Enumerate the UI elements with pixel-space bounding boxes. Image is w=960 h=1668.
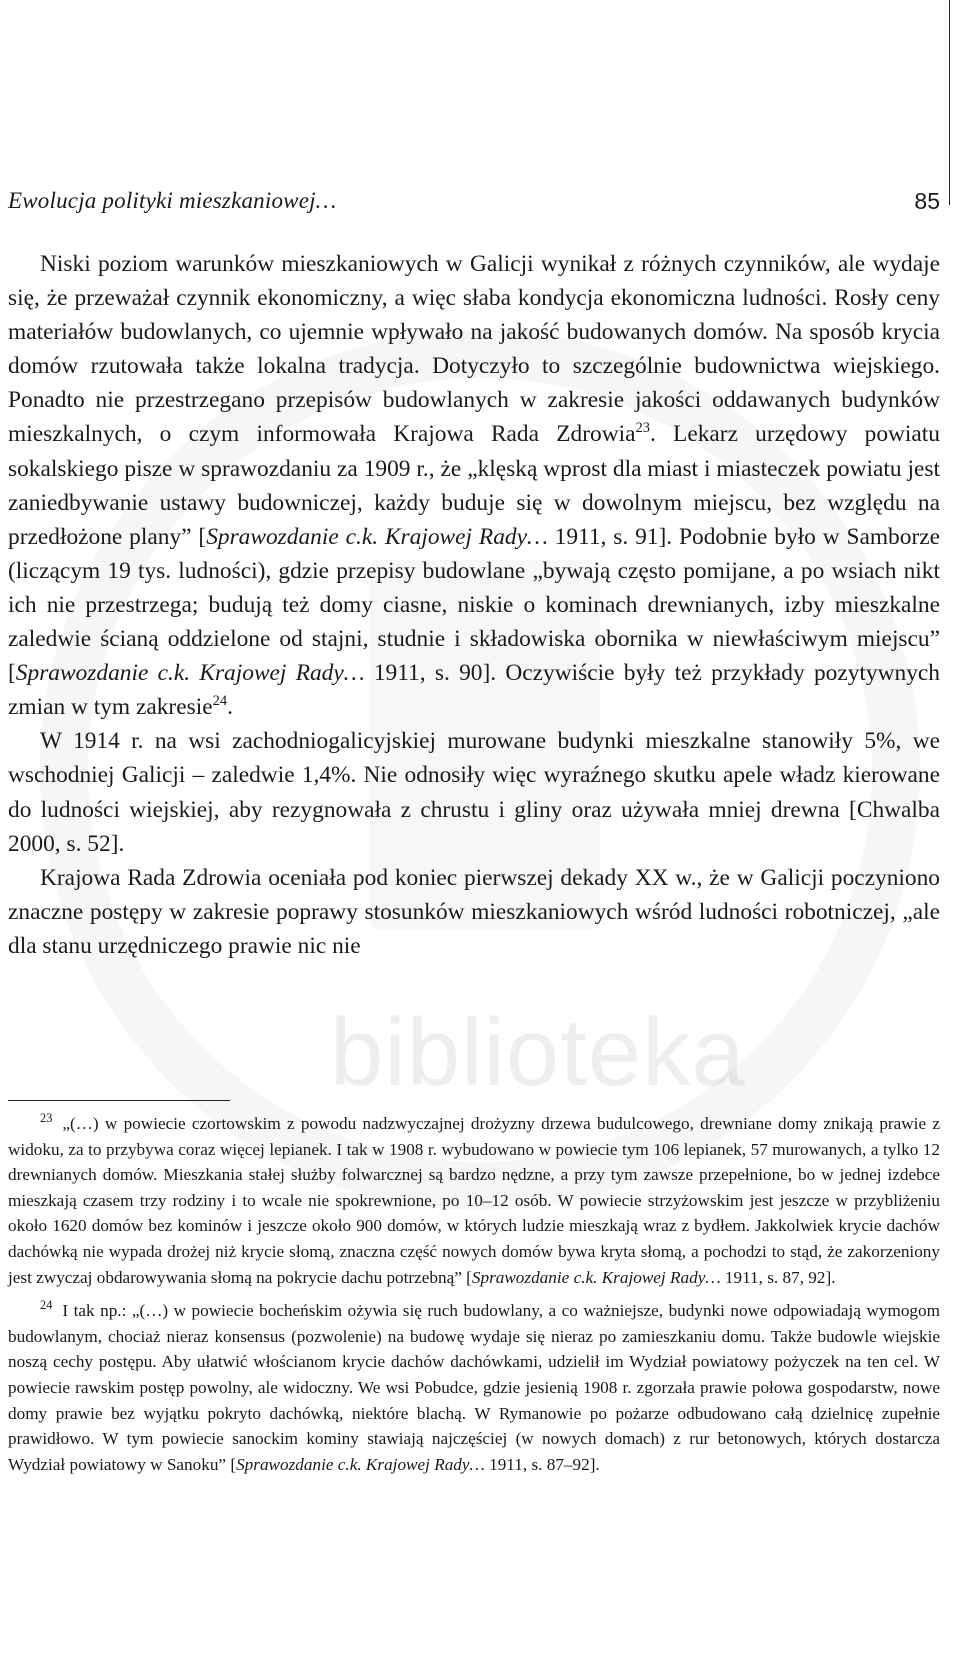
- footnote-tail: 1911, s. 87, 92].: [720, 1267, 836, 1287]
- paragraph-1-text-d: 1911, s. 90]. Oczywiście były też przykłady pozytywnych zmian w tym zakresie: [8, 660, 940, 721]
- footnote-ref-23[interactable]: 23: [635, 420, 650, 437]
- paragraph-1: [8, 247, 940, 724]
- footnote-number: 24: [40, 1298, 53, 1313]
- footnote-ref-24[interactable]: 24: [212, 693, 228, 710]
- paragraph-1-text-c: 1911, s. 91]. Podobnie było w Samborze (liczącym 19 tys. ludności), gdzie przepisy budowlane „bywają często pomijane, a po wsiach nikt ich nie przestrzega; budują też domy ciasne, niskie o kominach drewnianych, izby mieszkalne zaledwie ścianą oddzielone od stajni, studnie i składowiska obornika w niewłaściwym miejscu” [: [8, 523, 940, 687]
- running-head: [8, 188, 940, 224]
- footnotes: [8, 1111, 940, 1477]
- citation-title: Sprawozdanie c.k. Krajowej Rady…: [206, 523, 548, 550]
- body-text: [8, 247, 940, 963]
- footnote-separator: [8, 1100, 230, 1101]
- footnote-text: I tak np.: „(…) w powiecie bocheńskim ożywia się ruch budowlany, a co ważniejsze, budynki nowe odpowiadają wymogom budowlanym, chociaż nieraz konsensus (pozwolenie) na budowę wydaje się nieraz po zamieszkaniu domu. Także budowle wiejskie noszą cechy postępu. Aby ułatwić włościanom krycie dachów dachówkami, udzielił im Wydział powiatowy pożyczek na ten cel. W powiecie rawskim postęp powolny, ale widoczny. We wsi Pobudce, gdzie jesienią 1908 r. zgorzała prawie połowa gospodarstw, nowe domy prawie bez wyjątku pokryto dachówką, niektóre blachą. W Rymanowie po pożarze odbudowano całą dzielnicę zupełnie prawidłowo. W tym powiecie sanockim kominy stawiają najczęściej (w nowych domach) z rur betonowych, których dostarcza Wydział powiatowy w Sanoku” [: [8, 1301, 940, 1474]
- footnote-24: [8, 1298, 940, 1477]
- paragraph-3: Krajowa Rada Zdrowia oceniała pod koniec pierwszej dekady XX w., że w Galicji poczyniono znaczne postępy w zakresie poprawy stosunków mieszkaniowych wśród ludności robotniczej, „ale dla stanu urzędniczego prawie nic nie: [8, 864, 940, 959]
- footnote-number: 23: [40, 1111, 53, 1126]
- paragraph-1-text-a: Niski poziom warunków mieszkaniowych w Galicji wynikał z różnych czynników, ale wydaje się, że przeważał czynnik ekonomiczny, a więc słaba kondycja ekonomiczna ludności. Rosły ceny materiałów budowlanych, co ujemnie wpływało na jakość budowanych domów. Na sposób krycia domów rzutowała także lokalna tradycja. Dotyczyło to szczególnie budownictwa wiejskiego. Ponadto nie przestrzegano przepisów budowlanych w zakresie jakości oddawanych budynków mieszkalnych, o czym informowała Krajowa Rada Zdrowia: [8, 251, 940, 448]
- watermark-text: biblioteka: [330, 999, 746, 1106]
- footnote-text: „(…) w powiecie czortowskim z powodu nadzwyczajnej drożyzny drzewa budulcowego, drewniane domy znikają prawie z widoku, za to przybywa coraz więcej lepianek. I tak w 1908 r. wybudowano w powiecie tym 106 lepianek, 57 murowanych, a tylko 12 drewnianych domów. Mieszkania stałej służby folwarcznej są bardzo nędzne, a przy tym zawsze przepełnione, bo w jednej izdebce mieszkają czasem trzy rodziny i to wcale nie spokrewnione, po 10–12 osób. W powiecie strzyżowskim jest jeszcze w przybliżeniu około 1620 domów bez kominów i jeszcze około 900 domów, w których ludzie mieszkają wraz z bydłem. Jakkolwiek krycie dachów dachówką nie wypada drożej niż krycie słomą, znaczna część nowych domów bywa kryta słomą, a pochodzi to stąd, że zakorzeniony jest zwyczaj obdarowywania słomą na pokrycie dachu potrzebną” [: [8, 1114, 940, 1287]
- paragraph-2: W 1914 r. na wsi zachodniogalicyjskiej murowane budynki mieszkalne stanowiły 5%, we wschodniej Galicji – zaledwie 1,4%. Nie odnosiły więc wyraźnego skutku apele władz kierowane do ludności wiejskiej, aby rezygnowała z chrustu i gliny oraz używała mniej drewna [Chwalba 2000, s. 52].: [8, 728, 940, 857]
- page-number: 85: [914, 188, 940, 214]
- paragraph-1-text-b: . Lekarz urzędowy powiatu sokalskiego pisze w sprawozdaniu za 1909 r., że „klęską wprost dla miast i miasteczek powiatu jest zaniedbywanie ustawy budowniczej, każdy buduje się w dowolnym miejscu, bez względu na przedłożone plany” [: [8, 421, 940, 550]
- footnote-23: [8, 1111, 940, 1290]
- citation-title: Sprawozdanie c.k. Krajowej Rady…: [15, 660, 365, 687]
- citation-title: Sprawozdanie c.k. Krajowej Rady…: [236, 1454, 485, 1474]
- citation-title: Sprawozdanie c.k. Krajowej Rady…: [471, 1267, 721, 1287]
- running-head-title: Ewolucja polityki mieszkaniowej…: [8, 188, 337, 213]
- page-edge-rule: [949, 0, 950, 205]
- paragraph-1-text-e: .: [227, 694, 233, 721]
- footnote-tail: 1911, s. 87–92].: [484, 1454, 600, 1474]
